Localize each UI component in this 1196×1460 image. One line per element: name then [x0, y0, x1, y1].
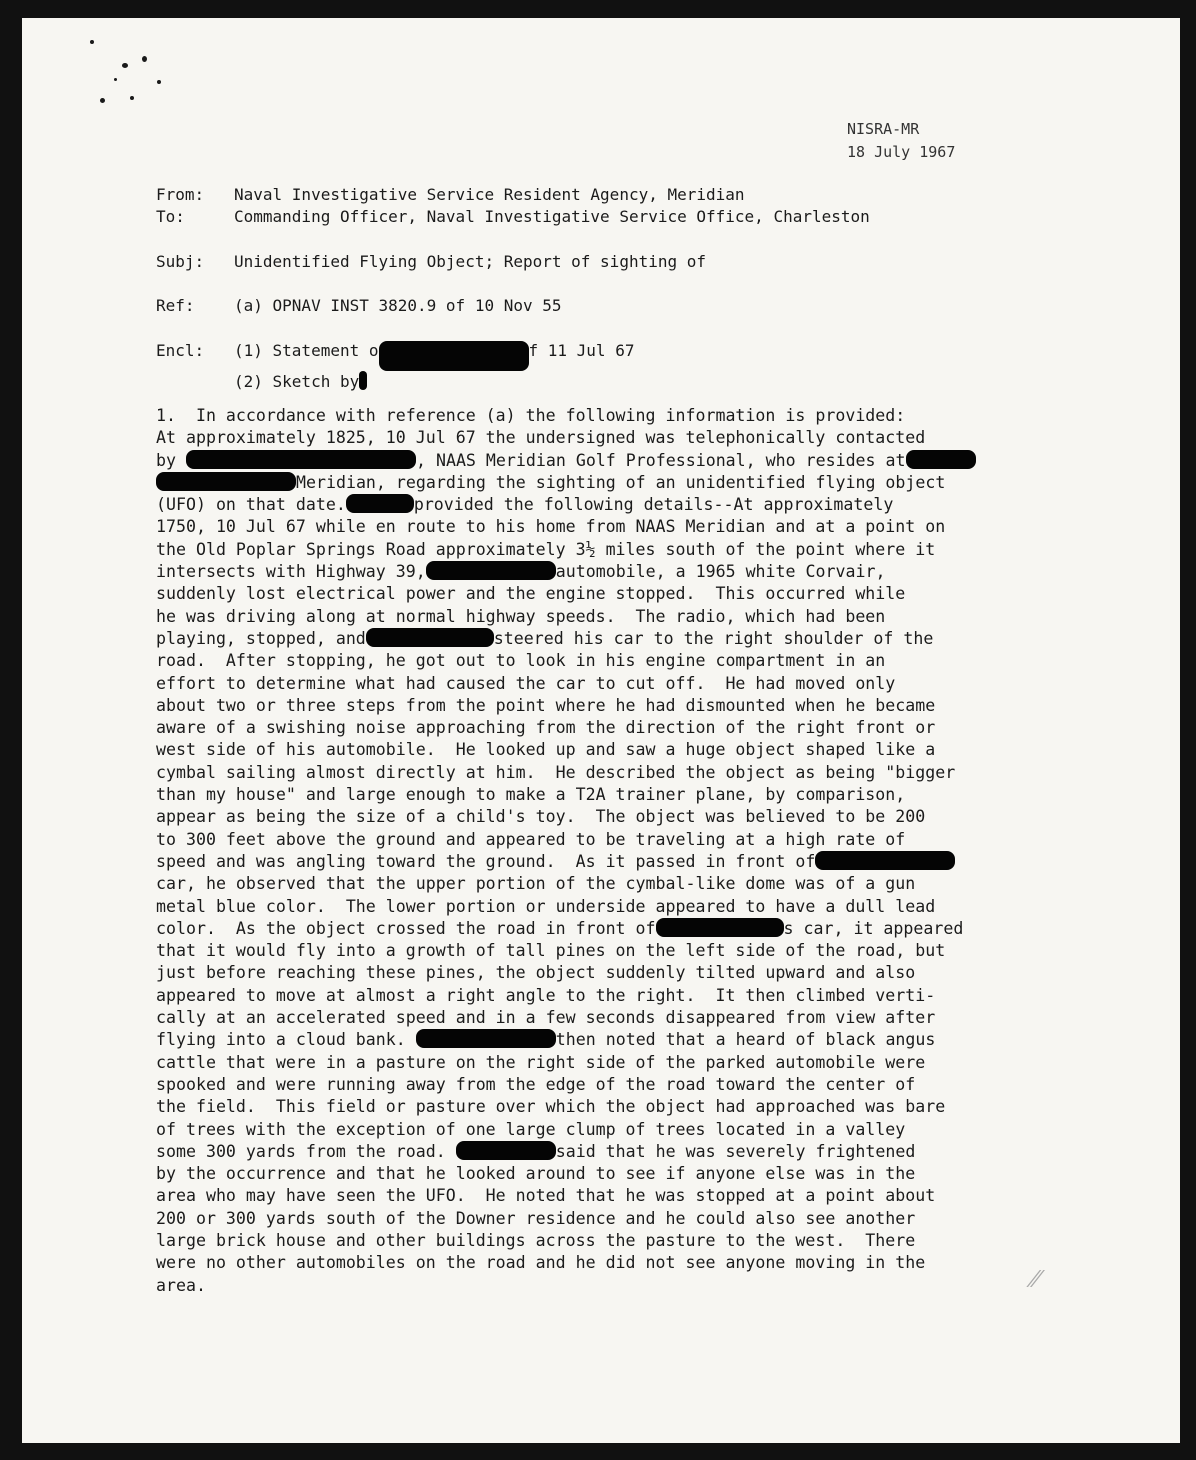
from-row — [156, 184, 745, 206]
body-line: Meridian, regarding the sighting of an unidentified flying object — [156, 472, 1086, 494]
body-line: metal blue color. The lower portion or underside appeared to have a dull lead — [156, 896, 936, 916]
redaction — [366, 628, 494, 647]
body-line: suddenly lost electrical power and the engine stopped. This occurred while — [156, 584, 906, 604]
body-paragraph — [156, 405, 1086, 1297]
body-line: some 300 yards from the road. said that he was severely frightened — [156, 1141, 916, 1161]
body-line: 200 or 300 yards south of the Downer residence and he could also see another — [156, 1208, 916, 1228]
body-line: by the occurrence and that he looked around to see if anyone else was in the — [156, 1164, 916, 1184]
body-line: 1750, 10 Jul 67 while en route to his home from NAAS Meridian and at a point on — [156, 517, 946, 537]
body-line: speed and was angling toward the ground. As it passed in front of — [156, 851, 1086, 873]
redaction — [426, 561, 556, 580]
to-row — [156, 206, 870, 228]
redaction — [456, 1141, 556, 1160]
body-line: that it would fly into a growth of tall pines on the left side of the road, but — [156, 941, 946, 961]
document-date: 18 July 1967 — [847, 143, 956, 161]
body-line: 1. In accordance with reference (a) the following information is provided: — [156, 406, 906, 425]
scan-speck — [100, 98, 105, 103]
scan-speck — [142, 56, 147, 62]
encl-label: Encl: — [156, 341, 205, 360]
redaction — [359, 371, 367, 390]
redaction — [156, 472, 296, 491]
body-line: to 300 feet above the ground and appeared to be traveling at a high rate of — [156, 829, 906, 849]
body-line: west side of his automobile. He looked up and saw a huge object shaped like a — [156, 740, 936, 760]
to-label: To: — [156, 207, 185, 226]
subj-value: Unidentified Flying Object; Report of sighting of — [234, 252, 707, 271]
scan-speck — [90, 40, 94, 44]
body-line: (UFO) on that date. provided the following details--At approximately — [156, 495, 894, 515]
body-line: car, he observed that the upper portion of the cymbal-like dome was of a gun — [156, 874, 916, 894]
redaction — [186, 450, 416, 469]
subj-label: Subj: — [156, 252, 205, 271]
body-line: road. After stopping, he got out to look in his engine compartment in an — [156, 651, 886, 671]
from-value: Naval Investigative Service Resident Agency, Meridian — [234, 185, 745, 204]
body-line: flying into a cloud bank. then noted that a heard of black angus — [156, 1030, 936, 1050]
body-line: color. As the object crossed the road in front of s car, it appeared — [156, 918, 964, 938]
body-line: At approximately 1825, 10 Jul 67 the undersigned was telephonically contacted — [156, 428, 926, 448]
body-line: effort to determine what had caused the car to cut off. He had moved only — [156, 673, 896, 693]
redaction — [346, 494, 414, 513]
body-line: cattle that were in a pasture on the right side of the parked automobile were — [156, 1052, 926, 1072]
office-code: NISRA-MR — [847, 120, 920, 138]
body-line: cally at an accelerated speed and in a few seconds disappeared from view after — [156, 1008, 936, 1028]
scan-speck — [130, 96, 134, 100]
body-line: the field. This field or pasture over which the object had approached was bare — [156, 1097, 946, 1117]
document-page — [22, 18, 1180, 1443]
ref-row — [156, 295, 562, 317]
body-line: by , NAAS Meridian Golf Professional, who resides at — [156, 450, 1086, 472]
header-block — [847, 118, 955, 164]
body-line: about two or three steps from the point where he had dismounted when he became — [156, 695, 936, 715]
scan-speck — [114, 78, 117, 81]
redaction — [815, 851, 955, 870]
redaction — [416, 1029, 556, 1048]
body-line: area. — [156, 1275, 206, 1295]
body-line: cymbal sailing almost directly at him. He described the object as being "bigger — [156, 762, 956, 782]
from-label: From: — [156, 185, 205, 204]
body-line: the Old Poplar Springs Road approximately 3½ miles south of the point where it — [156, 539, 936, 559]
body-line: he was driving along at normal highway speeds. The radio, which had been — [156, 606, 886, 626]
redaction — [906, 450, 976, 469]
encl-row — [156, 340, 634, 393]
handwritten-mark: ⁄⁄ — [1032, 1268, 1040, 1293]
subj-row — [156, 251, 706, 273]
body-line: intersects with Highway 39, automobile, a 1965 white Corvair, — [156, 562, 886, 582]
to-value: Commanding Officer, Naval Investigative Service Office, Charleston — [234, 207, 870, 226]
ref-label: Ref: — [156, 296, 195, 315]
scan-speck — [122, 63, 128, 68]
redaction — [379, 341, 529, 371]
ref-value: (a) OPNAV INST 3820.9 of 10 Nov 55 — [234, 296, 562, 315]
body-line: were no other automobiles on the road and he did not see anyone moving in the — [156, 1253, 926, 1273]
body-line: than my house" and large enough to make a T2A trainer plane, by comparison, — [156, 785, 906, 805]
body-line: appeared to move at almost a right angle to the right. It then climbed verti- — [156, 985, 936, 1005]
body-line: large brick house and other buildings across the pasture to the west. There — [156, 1230, 916, 1250]
body-line: of trees with the exception of one large clump of trees located in a valley — [156, 1119, 906, 1139]
encl-item-1: (1) Statement o f 11 Jul 67 — [234, 340, 634, 371]
body-line: just before reaching these pines, the object suddenly tilted upward and also — [156, 963, 916, 983]
encl-item-2: (2) Sketch by — [234, 371, 634, 393]
body-line: appear as being the size of a child's toy. The object was believed to be 200 — [156, 807, 926, 827]
scan-speck — [157, 80, 161, 84]
body-line: playing, stopped, and steered his car to the right shoulder of the — [156, 628, 934, 648]
redaction — [656, 918, 784, 937]
body-line: spooked and were running away from the edge of the road toward the center of — [156, 1074, 916, 1094]
body-line: area who may have seen the UFO. He noted that he was stopped at a point about — [156, 1186, 936, 1206]
body-line: aware of a swishing noise approaching from the direction of the right front or — [156, 718, 936, 738]
